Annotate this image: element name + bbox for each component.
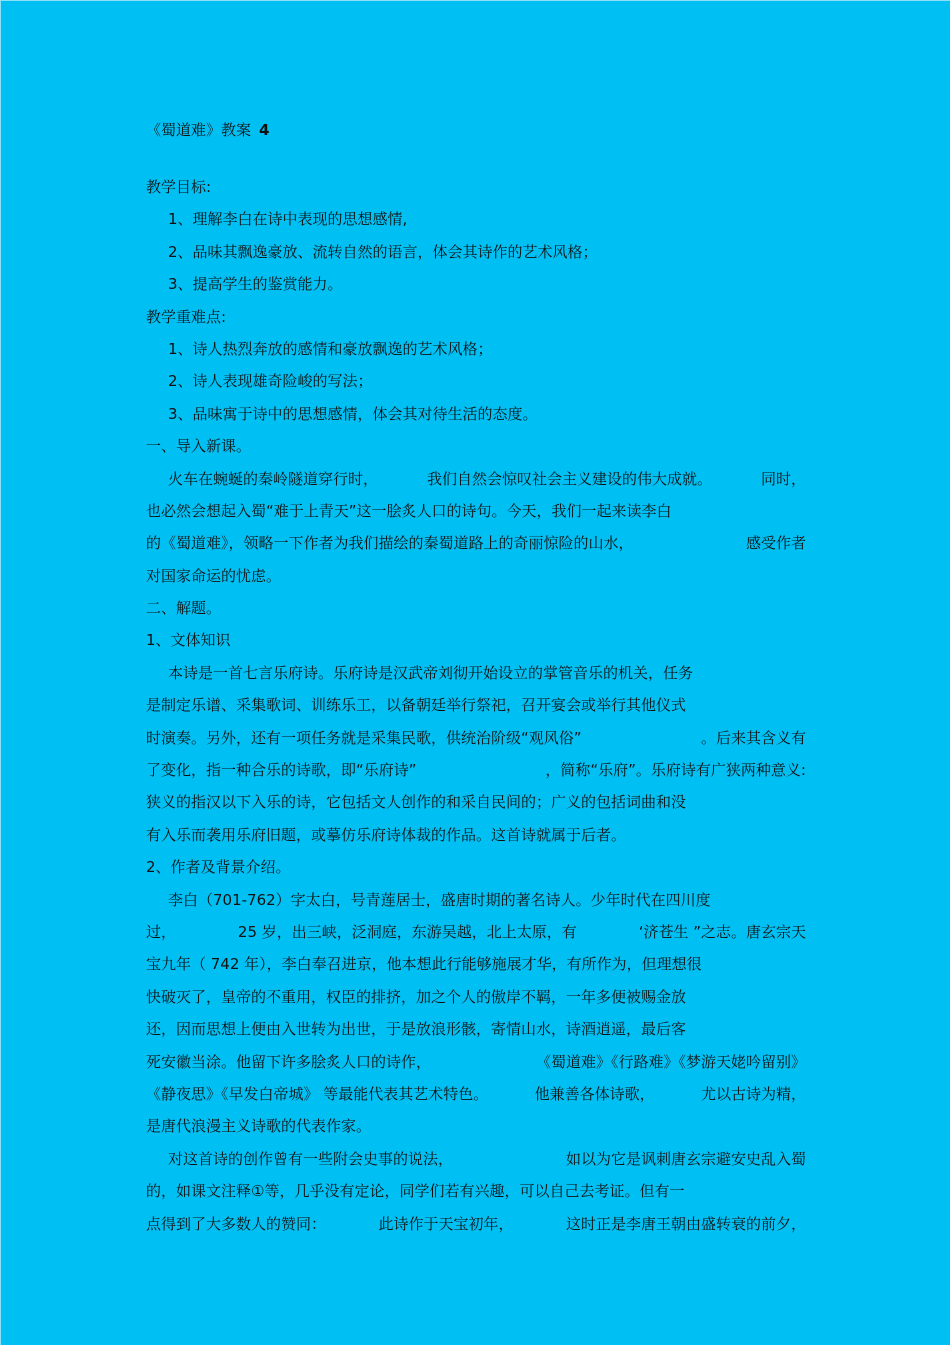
text-line <box>146 981 806 1013</box>
text-line <box>146 527 806 559</box>
key-points-heading: 教学重难点: <box>146 307 227 326</box>
text-line <box>146 1046 806 1078</box>
goal-item: 3、提高学生的鉴赏能力。 <box>168 275 343 294</box>
document-title <box>146 117 806 143</box>
text-segment: 本诗是一首七言乐府诗。乐府诗是汉武帝刘彻开始设立的掌管音乐的机关，任务 <box>168 663 694 682</box>
text-segment: 如以为它是讽刺唐玄宗避安史乱入蜀 <box>565 1149 806 1168</box>
text-line <box>146 1208 806 1240</box>
title-spacer <box>146 143 806 171</box>
text-segment: 我们自然会惊叹社会主义建设的伟大成就。 <box>426 469 712 488</box>
text-segment: 还，因而思想上便由入世转为出世，于是放浪形骸，寄情山水，诗酒逍遥，最后客 <box>146 1020 687 1039</box>
text-line <box>146 819 806 851</box>
text-line <box>146 786 806 818</box>
text-segment: 过， <box>146 922 177 941</box>
text-segment: 死安徽当涂。他留下许多脍炙人口的诗作， <box>146 1052 432 1071</box>
text-line <box>146 657 806 689</box>
section-2-3-paragraph <box>146 1143 806 1240</box>
text-segment: 点得到了大多数人的赞同： <box>146 1214 327 1233</box>
text-segment: 是唐代浪漫主义诗歌的代表作家。 <box>146 1117 372 1136</box>
text-line <box>146 1013 806 1045</box>
text-line <box>146 1175 806 1207</box>
goals-list <box>146 203 806 300</box>
title-number: 4 <box>259 121 270 139</box>
text-line <box>146 722 806 754</box>
text-segment: 李白（701-762）字太白，号青莲居士，盛唐时期的著名诗人。少年时代在四川度 <box>168 890 711 909</box>
text-segment: 火车在蜿蜒的秦岭隧道穿行时， <box>168 469 379 488</box>
text-segment: 这时正是李唐王朝由盛转衰的前夕， <box>565 1214 806 1233</box>
text-segment: 也必然会想起入蜀“难于上青天”这一脍炙人口的诗句。今天，我们一起来读李白 <box>146 501 672 520</box>
text-line <box>146 560 806 592</box>
section-2-2-heading: 2、作者及背景介绍。 <box>146 858 291 877</box>
text-segment: 此诗作于天宝初年， <box>378 1214 514 1233</box>
text-segment: 快破灭了，皇帝的不重用，权臣的排挤，加之个人的傲岸不羁，一年多便被赐金放 <box>146 987 687 1006</box>
key-point-item: 2、诗人表现雄奇险峻的写法； <box>168 372 373 391</box>
section-2-1-paragraph <box>146 657 806 851</box>
text-segment: 狭义的指汉以下入乐的诗，它包括文人创作的和采自民间的；广义的包括词曲和没 <box>146 793 687 812</box>
text-segment: 对这首诗的创作曾有一些附会史事的说法， <box>168 1149 454 1168</box>
goal-item: 2、品味其飘逸豪放、流转自然的语言，体会其诗作的艺术风格； <box>168 242 598 261</box>
text-line <box>146 916 806 948</box>
key-point-item: 1、诗人热烈奔放的感情和豪放飘逸的艺术风格； <box>168 339 493 358</box>
section-2-heading: 二、解题。 <box>146 599 222 618</box>
text-segment: 是制定乐谱、采集歌词、训练乐工，以备朝廷举行祭祀，召开宴会或举行其他仪式 <box>146 696 687 715</box>
text-segment: 他兼善各体诗歌， <box>534 1084 655 1103</box>
text-line <box>146 884 806 916</box>
text-segment: 时演奏。另外，还有一项任务就是采集民歌，供统治阶级“观风俗” <box>146 728 582 747</box>
text-segment: 同时， <box>760 469 806 488</box>
section-2-1-heading: 1、文体知识 <box>146 631 231 650</box>
text-segment: 《静夜思》《早发白帝城》 等最能代表其艺术特色。 <box>146 1084 489 1103</box>
text-line <box>146 1143 806 1175</box>
text-segment: 《蜀道难》《行路难》《梦游天姥吟留别》 <box>535 1052 806 1071</box>
goals-heading: 教学目标: <box>146 178 212 196</box>
text-line <box>146 463 806 495</box>
text-segment: 。后来其含义有 <box>700 728 806 747</box>
text-segment: 宝九年（ 742 年），李白奉召进京，他本想此行能够施展才华，有所作为，但理想很 <box>146 955 702 974</box>
section-2-2-paragraph <box>146 884 806 1143</box>
text-segment: 了变化，指一种合乐的诗歌，即“乐府诗” <box>146 761 417 780</box>
key-points-list <box>146 333 806 430</box>
text-line <box>146 689 806 721</box>
text-line <box>146 1110 806 1142</box>
text-segment: 的《蜀道难》，领略一下作者为我们描绘的秦蜀道路上的奇丽惊险的山水， <box>146 534 634 553</box>
goal-item: 1、理解李白在诗中表现的思想感情, <box>168 210 408 229</box>
text-segment: 的，如课文注释①等，几乎没有定论，同学们若有兴趣，可以自己去考证。但有一 <box>146 1182 685 1201</box>
key-point-item: 3、品味寓于诗中的思想感情，体会其对待生活的态度。 <box>168 404 538 423</box>
text-segment: 尤以古诗为精， <box>700 1084 806 1103</box>
title-text: 《蜀道难》教案 <box>146 121 252 139</box>
section-1-heading: 一、导入新课。 <box>146 437 252 456</box>
text-line <box>146 948 806 980</box>
text-segment: ‘济苍生 ”之志。唐玄宗天 <box>638 922 806 941</box>
text-segment: 25 岁，出三峡，泛洞庭，东游吴越，北上太原，有 <box>237 922 577 941</box>
text-segment: 对国家命运的忧虑。 <box>146 566 282 585</box>
text-segment: ，简称“乐府”。乐府诗有广狭两种意义: <box>545 761 806 780</box>
text-segment: 感受作者 <box>745 534 806 553</box>
text-line <box>146 1078 806 1110</box>
text-line <box>146 495 806 527</box>
section-1-paragraph <box>146 463 806 593</box>
text-segment: 有入乐而袭用乐府旧题，或摹仿乐府诗体裁的作品。这首诗就属于后者。 <box>146 825 627 844</box>
document-body <box>146 117 806 1240</box>
text-line <box>146 754 806 786</box>
